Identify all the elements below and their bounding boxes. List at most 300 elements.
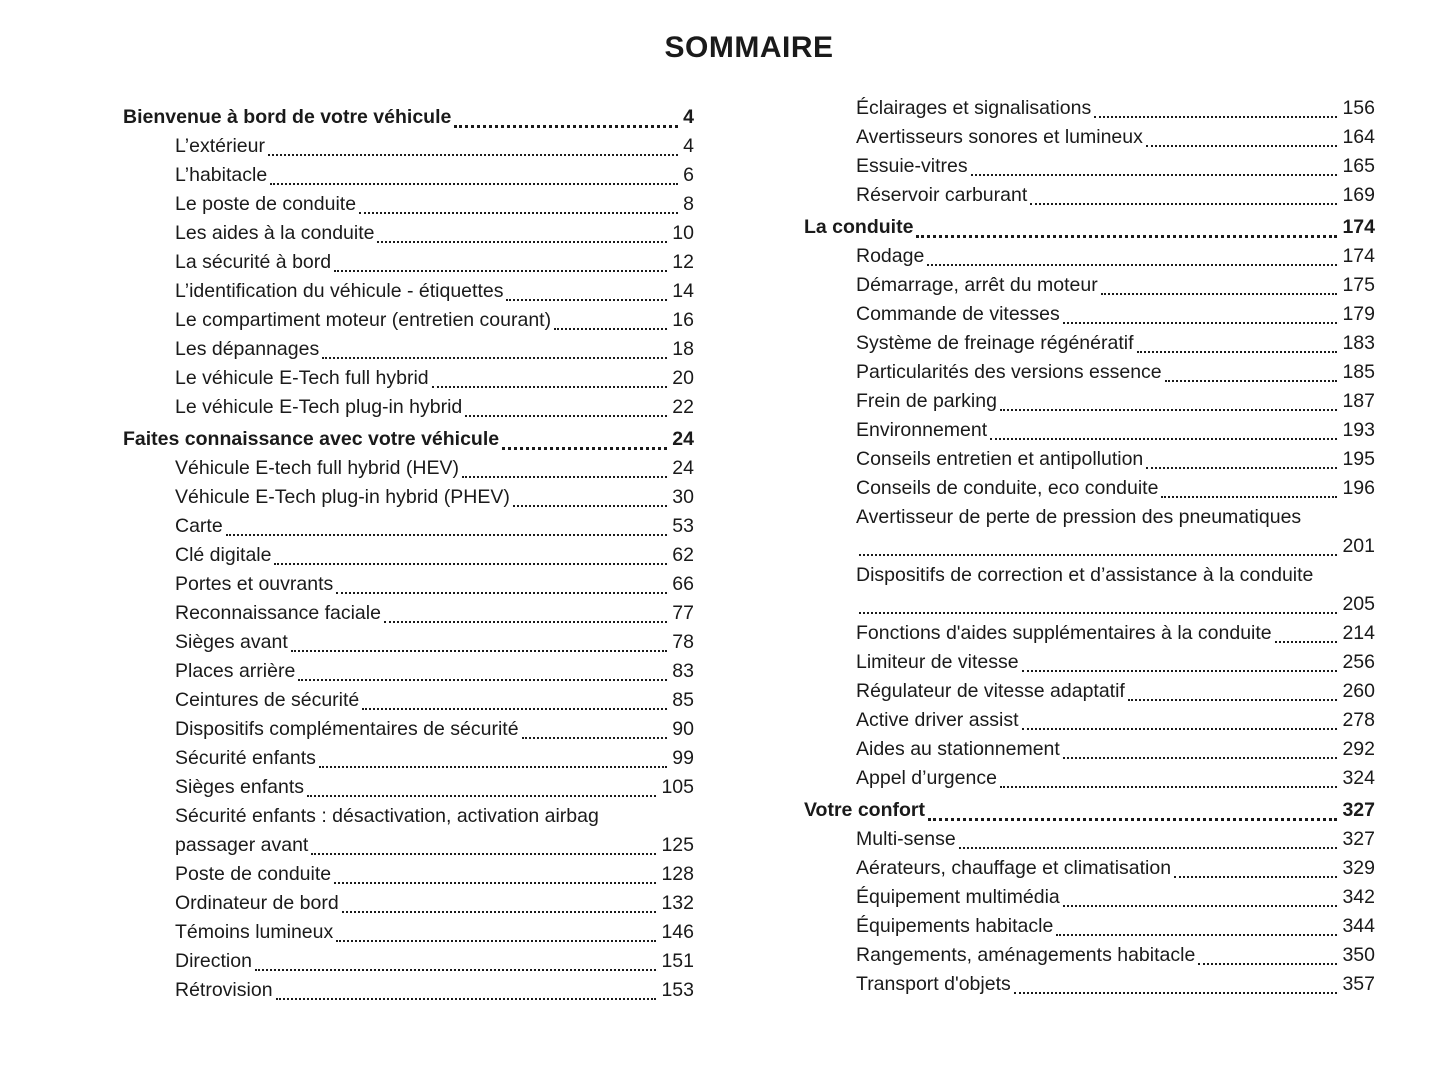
dot-leader: [331, 860, 661, 889]
toc-line: [856, 94, 1375, 123]
toc-line: [856, 445, 1375, 474]
dot-leader: [252, 947, 662, 976]
toc-line: [856, 764, 1375, 793]
toc-entry-label: Système de freinage régénératif: [856, 332, 1134, 354]
toc-item-row: [123, 512, 694, 541]
dot-leader: [997, 764, 1343, 793]
toc-entry-page: 16: [672, 309, 694, 331]
toc-entry-page: 77: [672, 602, 694, 624]
toc-entry-page: 260: [1342, 680, 1375, 702]
dot-leader: [1171, 854, 1342, 883]
dot-leader: [499, 425, 672, 454]
toc-item-row: [123, 889, 694, 918]
toc-line: [175, 190, 694, 219]
toc-line: [856, 181, 1375, 210]
toc-entry-page: 193: [1342, 419, 1375, 441]
toc-line: [856, 358, 1375, 387]
toc-entry-label: Le véhicule E-Tech full hybrid: [175, 367, 429, 389]
toc-entry-label: Démarrage, arrêt du moteur: [856, 274, 1098, 296]
toc-item-row: [804, 825, 1375, 854]
dot-leader: [519, 715, 673, 744]
toc-line: [856, 561, 1375, 590]
toc-item-row: [123, 947, 694, 976]
toc-item-row: [123, 161, 694, 190]
toc-line: [856, 825, 1375, 854]
toc-item-row: [804, 329, 1375, 358]
toc-line: [856, 619, 1375, 648]
toc-line: [123, 103, 694, 132]
toc-entry-page: 156: [1342, 97, 1375, 119]
dot-leader: [295, 657, 672, 686]
toc-line: [856, 854, 1375, 883]
toc-line: [175, 686, 694, 715]
toc-item-row: [123, 628, 694, 657]
toc-entry-label: Limiteur de vitesse: [856, 651, 1019, 673]
toc-item-row: [804, 94, 1375, 123]
toc-line: [856, 532, 1375, 561]
dot-leader: [1019, 648, 1343, 677]
toc-line: [856, 590, 1375, 619]
toc-entry-page: 78: [672, 631, 694, 653]
toc-line: [175, 512, 694, 541]
toc-line: [856, 883, 1375, 912]
toc-entry-page: 174: [1342, 245, 1375, 267]
toc-section-row: [804, 213, 1375, 242]
toc-entry-label: Conseils entretien et antipollution: [856, 448, 1144, 470]
toc-entry-page: 185: [1342, 361, 1375, 383]
toc-item-row: [804, 561, 1375, 619]
toc-item-row: [123, 541, 694, 570]
toc-item-row: [123, 976, 694, 1005]
toc-item-row: [123, 802, 694, 860]
dot-leader: [997, 387, 1343, 416]
toc-entry-page: 205: [1342, 593, 1375, 615]
toc-item-row: [123, 570, 694, 599]
dot-leader: [356, 190, 683, 219]
toc-item-row: [123, 860, 694, 889]
toc-entry-page: 187: [1342, 390, 1375, 412]
toc-line: [856, 648, 1375, 677]
toc-entry-label: Votre confort: [804, 799, 925, 821]
dot-leader: [1158, 474, 1342, 503]
dot-leader: [319, 335, 672, 364]
toc-item-row: [804, 503, 1375, 561]
toc-entry-page: 329: [1342, 857, 1375, 879]
toc-column-right: [804, 94, 1375, 1005]
toc-entry-page: 324: [1342, 767, 1375, 789]
toc-item-row: [123, 335, 694, 364]
toc-line: [175, 570, 694, 599]
toc-entry-page: 20: [672, 367, 694, 389]
toc-item-row: [804, 181, 1375, 210]
toc-line: [804, 796, 1375, 825]
toc-line: [175, 918, 694, 947]
toc-item-row: [804, 387, 1375, 416]
toc-item-row: [804, 445, 1375, 474]
toc-entry-page: 30: [672, 486, 694, 508]
toc-entry-label: Portes et ouvrants: [175, 573, 334, 595]
toc-line: [856, 123, 1375, 152]
toc-line: [175, 248, 694, 277]
toc-line: [175, 483, 694, 512]
dot-leader: [924, 242, 1342, 271]
toc-entry-page: 327: [1342, 828, 1375, 850]
toc-line: [856, 152, 1375, 181]
toc-entry-page: 24: [672, 457, 694, 479]
toc-item-row: [804, 764, 1375, 793]
dot-leader: [333, 918, 661, 947]
toc-entry-page: 4: [683, 135, 694, 157]
toc-item-row: [804, 358, 1375, 387]
toc-entry-page: 85: [672, 689, 694, 711]
toc-item-row: [804, 970, 1375, 999]
toc-line: [856, 387, 1375, 416]
toc-entry-label: Ordinateur de bord: [175, 892, 339, 914]
toc-entry-page: 327: [1342, 799, 1375, 821]
dot-leader: [1011, 970, 1343, 999]
toc-item-row: [804, 242, 1375, 271]
dot-leader: [381, 599, 672, 628]
toc-entry-label: Régulateur de vitesse adaptatif: [856, 680, 1125, 702]
toc-item-row: [123, 744, 694, 773]
toc-item-row: [123, 918, 694, 947]
toc-entry-page: 164: [1342, 126, 1375, 148]
toc-item-row: [123, 306, 694, 335]
dot-leader: [1060, 300, 1343, 329]
dot-leader: [1195, 941, 1342, 970]
toc-entry-label: Poste de conduite: [175, 863, 332, 885]
toc-entry-page: 357: [1342, 973, 1375, 995]
toc-entry-label: Sécurité enfants : désactivation, activation airbag: [175, 805, 599, 827]
toc-entry-page: 14: [672, 280, 694, 302]
toc-entry-label: Multi-sense: [856, 828, 956, 850]
toc-entry-page: 66: [672, 573, 694, 595]
toc-entry-label: Rangements, aménagements habitacle: [856, 944, 1196, 966]
dot-leader: [359, 686, 672, 715]
toc-line: [123, 425, 694, 454]
toc-entry-page: 62: [672, 544, 694, 566]
toc-entry-page: 151: [661, 950, 694, 972]
dot-leader: [333, 570, 672, 599]
toc-line: [175, 132, 694, 161]
toc-line: [175, 773, 694, 802]
toc-line: [175, 947, 694, 976]
toc-line: [856, 677, 1375, 706]
toc-entry-page: 174: [1342, 216, 1375, 238]
toc-entry-label: L’extérieur: [175, 135, 265, 157]
dot-leader: [1125, 677, 1343, 706]
toc-item-row: [123, 454, 694, 483]
toc-line: [175, 277, 694, 306]
toc-entry-label: Réservoir carburant: [856, 184, 1028, 206]
toc-entry-label: Le poste de conduite: [175, 193, 357, 215]
toc-item-row: [804, 941, 1375, 970]
toc-section-row: [123, 425, 694, 454]
toc-entry-label: Véhicule E-Tech plug-in hybrid (PHEV): [175, 486, 510, 508]
toc-entry-label: Carte: [175, 515, 223, 537]
toc-item-row: [804, 474, 1375, 503]
toc-line: [175, 744, 694, 773]
toc-entry-label: Rétrovision: [175, 979, 273, 1001]
dot-leader: [339, 889, 662, 918]
dot-leader: [308, 831, 661, 860]
toc-line: [856, 271, 1375, 300]
toc-entry-page: 4: [683, 106, 694, 128]
toc-line: [856, 735, 1375, 764]
toc-line: [856, 706, 1375, 735]
toc-entry-label: Rodage: [856, 245, 925, 267]
toc-entry-page: 83: [672, 660, 694, 682]
toc-entry-label: Avertisseurs sonores et lumineux: [856, 126, 1143, 148]
toc-column-left: [123, 100, 694, 1005]
toc-entry-page: 125: [661, 834, 694, 856]
toc-entry-label: Équipement multimédia: [856, 886, 1060, 908]
toc-entry-label: Aérateurs, chauffage et climatisation: [856, 857, 1172, 879]
dot-leader: [1134, 329, 1343, 358]
toc-item-row: [804, 416, 1375, 445]
dot-leader: [856, 590, 1342, 619]
toc-entry-page: 278: [1342, 709, 1375, 731]
dot-leader: [223, 512, 673, 541]
toc-entry-page: 12: [672, 251, 694, 273]
dot-leader: [304, 773, 661, 802]
dot-leader: [1272, 619, 1343, 648]
toc-entry-page: 128: [661, 863, 694, 885]
toc-entry-label: Les dépannages: [175, 338, 320, 360]
dot-leader: [1060, 735, 1343, 764]
toc-item-row: [123, 657, 694, 686]
toc-entry-label: La conduite: [804, 216, 914, 238]
toc-entry-label: La sécurité à bord: [175, 251, 332, 273]
dot-leader: [856, 532, 1342, 561]
toc-line: [175, 364, 694, 393]
dot-leader: [267, 161, 683, 190]
toc-entry-label: Bienvenue à bord de votre véhicule: [123, 106, 452, 128]
toc-item-row: [123, 190, 694, 219]
toc-entry-page: 99: [672, 747, 694, 769]
toc-line: [175, 715, 694, 744]
toc-line: [175, 454, 694, 483]
toc-entry-label: passager avant: [175, 834, 309, 856]
toc-entry-page: 18: [672, 338, 694, 360]
toc-entry-label: Éclairages et signalisations: [856, 97, 1092, 119]
toc-entry-label: Aides au stationnement: [856, 738, 1060, 760]
toc-item-row: [123, 248, 694, 277]
toc-entry-page: 22: [672, 396, 694, 418]
toc-entry-page: 196: [1342, 477, 1375, 499]
toc-entry-page: 292: [1342, 738, 1375, 760]
toc-entry-page: 146: [661, 921, 694, 943]
toc-item-row: [804, 300, 1375, 329]
dot-leader: [331, 248, 672, 277]
dot-leader: [316, 744, 672, 773]
toc-entry-label: Appel d’urgence: [856, 767, 997, 789]
dot-leader: [1019, 706, 1343, 735]
dot-leader: [1027, 181, 1342, 210]
toc-entry-page: 169: [1342, 184, 1375, 206]
dot-leader: [913, 213, 1342, 242]
toc-line: [175, 335, 694, 364]
toc-entry-page: 90: [672, 718, 694, 740]
dot-leader: [265, 132, 683, 161]
toc-line: [175, 393, 694, 422]
toc-entry-label: L’identification du véhicule - étiquettes: [175, 280, 504, 302]
toc-entry-label: Clé digitale: [175, 544, 272, 566]
toc-line: [175, 831, 694, 860]
toc-entry-label: Avertisseur de perte de pression des pneumatiques: [856, 506, 1302, 528]
dot-leader: [968, 152, 1343, 181]
toc-entry-page: 350: [1342, 944, 1375, 966]
dot-leader: [510, 483, 672, 512]
toc-entry-label: Témoins lumineux: [175, 921, 334, 943]
toc-item-row: [123, 132, 694, 161]
toc-line: [175, 889, 694, 918]
toc-entry-page: 132: [661, 892, 694, 914]
toc-entry-page: 179: [1342, 303, 1375, 325]
toc-line: [175, 802, 694, 831]
toc-entry-label: Faites connaissance avec votre véhicule: [123, 428, 500, 450]
toc-entry-label: Fonctions d'aides supplémentaires à la conduite: [856, 622, 1272, 644]
toc-line: [175, 860, 694, 889]
toc-entry-label: Dispositifs complémentaires de sécurité: [175, 718, 519, 740]
toc-entry-label: Conseils de conduite, eco conduite: [856, 477, 1159, 499]
dot-leader: [462, 393, 672, 422]
toc-entry-label: Reconnaissance faciale: [175, 602, 381, 624]
toc-entry-label: Transport d'objets: [856, 973, 1011, 995]
dot-leader: [273, 976, 662, 1005]
toc-entry-label: Équipements habitacle: [856, 915, 1054, 937]
toc-entry-page: 165: [1342, 155, 1375, 177]
toc-entry-page: 175: [1342, 274, 1375, 296]
dot-leader: [459, 454, 672, 483]
toc-entry-label: Places arrière: [175, 660, 296, 682]
toc-entry-label: Commande de vitesses: [856, 303, 1060, 325]
toc-entry-page: 344: [1342, 915, 1375, 937]
toc-item-row: [804, 912, 1375, 941]
toc-item-row: [804, 619, 1375, 648]
toc-entry-page: 53: [672, 515, 694, 537]
toc-entry-label: Sécurité enfants: [175, 747, 316, 769]
toc-line: [856, 941, 1375, 970]
toc-line: [804, 213, 1375, 242]
toc-entry-label: Frein de parking: [856, 390, 997, 412]
toc-item-row: [804, 271, 1375, 300]
toc-entry-label: Le compartiment moteur (entretien courant): [175, 309, 552, 331]
toc-entry-label: Active driver assist: [856, 709, 1019, 731]
dot-leader: [429, 364, 673, 393]
toc-entry-page: 183: [1342, 332, 1375, 354]
toc-line: [175, 657, 694, 686]
toc-item-row: [123, 599, 694, 628]
toc-entry-page: 105: [661, 776, 694, 798]
toc-entry-page: 8: [683, 193, 694, 215]
page-title: SOMMAIRE: [664, 31, 834, 64]
toc-line: [175, 976, 694, 1005]
toc-entry-label: Véhicule E-tech full hybrid (HEV): [175, 457, 459, 479]
toc-entry-page: 10: [672, 222, 694, 244]
toc-line: [175, 541, 694, 570]
toc-item-row: [123, 686, 694, 715]
toc-entry-page: 214: [1342, 622, 1375, 644]
toc-entry-label: Environnement: [856, 419, 988, 441]
toc-item-row: [804, 883, 1375, 912]
toc-line: [175, 161, 694, 190]
toc-entry-label: Essuie-vitres: [856, 155, 968, 177]
dot-leader: [1053, 912, 1342, 941]
dot-leader: [551, 306, 672, 335]
toc-item-row: [804, 152, 1375, 181]
toc-entry-page: 201: [1342, 535, 1375, 557]
toc-entry-label: Dispositifs de correction et d’assistance à la conduite: [856, 564, 1314, 586]
toc-entry-page: 153: [661, 979, 694, 1001]
toc-line: [175, 306, 694, 335]
toc-entry-label: Particularités des versions essence: [856, 361, 1162, 383]
toc-entry-label: Ceintures de sécurité: [175, 689, 360, 711]
toc-item-row: [123, 277, 694, 306]
toc-item-row: [123, 364, 694, 393]
toc-item-row: [123, 393, 694, 422]
toc-entry-page: 24: [672, 428, 694, 450]
toc-item-row: [804, 123, 1375, 152]
dot-leader: [503, 277, 672, 306]
toc-entry-page: 342: [1342, 886, 1375, 908]
dot-leader: [925, 796, 1342, 825]
dot-leader: [271, 541, 672, 570]
toc-section-row: [123, 103, 694, 132]
dot-leader: [956, 825, 1343, 854]
toc-item-row: [804, 706, 1375, 735]
dot-leader: [451, 103, 683, 132]
toc-entry-page: 256: [1342, 651, 1375, 673]
toc-line: [175, 628, 694, 657]
dot-leader: [1098, 271, 1343, 300]
toc-line: [856, 242, 1375, 271]
toc-item-row: [804, 677, 1375, 706]
toc-line: [856, 416, 1375, 445]
toc-entry-label: L’habitacle: [175, 164, 268, 186]
toc-line: [856, 474, 1375, 503]
toc-section-row: [804, 796, 1375, 825]
toc-entry-page: 195: [1342, 448, 1375, 470]
toc-entry-page: 6: [683, 164, 694, 186]
dot-leader: [1091, 94, 1342, 123]
toc-item-row: [804, 735, 1375, 764]
toc-line: [856, 329, 1375, 358]
toc-line: [856, 912, 1375, 941]
toc-columns: [123, 94, 1375, 1005]
toc-entry-label: Le véhicule E-Tech plug-in hybrid: [175, 396, 463, 418]
dot-leader: [288, 628, 673, 657]
toc-item-row: [123, 773, 694, 802]
toc-line: [856, 300, 1375, 329]
toc-line: [856, 503, 1375, 532]
dot-leader: [374, 219, 672, 248]
toc-item-row: [123, 715, 694, 744]
toc-entry-label: Les aides à la conduite: [175, 222, 375, 244]
dot-leader: [1143, 123, 1343, 152]
toc-line: [856, 970, 1375, 999]
toc-line: [175, 219, 694, 248]
toc-item-row: [123, 483, 694, 512]
toc-line: [175, 599, 694, 628]
toc-entry-label: Direction: [175, 950, 252, 972]
dot-leader: [1060, 883, 1343, 912]
toc-entry-label: Sièges avant: [175, 631, 288, 653]
toc-item-row: [123, 219, 694, 248]
toc-item-row: [804, 854, 1375, 883]
dot-leader: [1143, 445, 1342, 474]
toc-item-row: [804, 648, 1375, 677]
